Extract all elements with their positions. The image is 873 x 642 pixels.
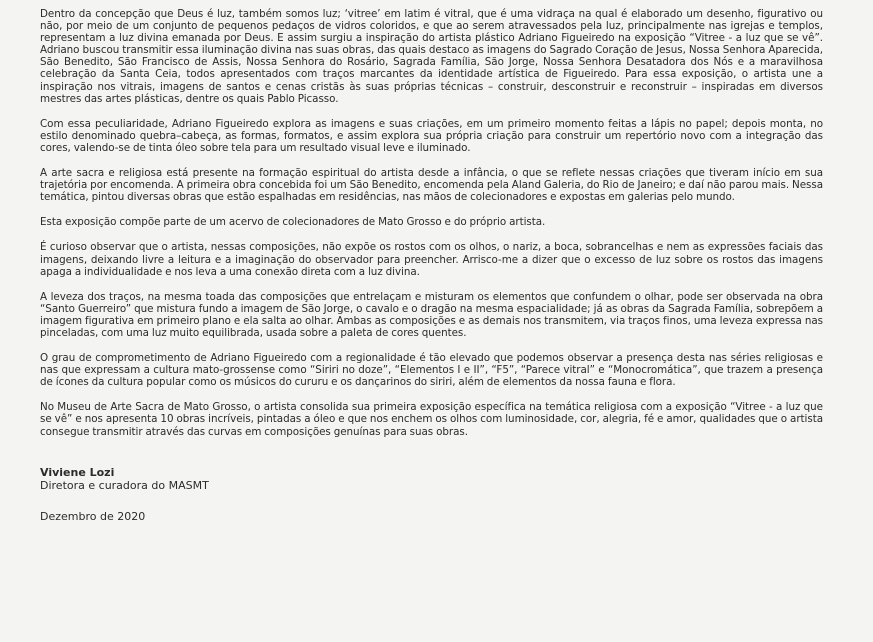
- author-name: Viviene Lozi: [40, 465, 115, 479]
- paragraph-1: Dentro da concepção que Deus é luz, também somos luz; ‘vitree’ em latim é vitral, que é uma vidraça na qual é elaborado um desenho, figurativo ou não, por meio de um conjunto de pequenos pedaços de vidros coloridos, e que ao serem atravessados pela luz, principalmente nas igrejas e templos, representam a luz divina emanada por Deus. E assim surgiu a inspiração do artista plástico Adriano Figueiredo na exposição “Vitree - a luz que se vê”. Adriano buscou transmitir essa iluminação divina nas suas obras, das quais destaco as imagens do Sagrado Coração de Jesus, Nossa Senhora Aparecida, São Benedito, São Francisco de Assis, Nossa Senhora do Rosário, Sagrada Família, São Jorge, Nossa Senhora Desatadora dos Nós e a maravilhosa celebração da Santa Ceia, todos apresentados com traços marcantes da identidade artística de Figueiredo. Para essa exposição, o artista une a inspiração nos vitrais, imagens de santos e cenas cristãs às suas próprias técnicas – construir, desconstruir e reconstruir – inspiradas em diversos mestres das artes plásticas, dentre os quais Pablo Picasso.: [40, 8, 823, 105]
- author-role: Diretora e curadora do MASMT: [40, 479, 209, 493]
- paragraph-8: No Museu de Arte Sacra de Mato Grosso, o artista consolida sua primeira exposição específica na temática religiosa com a exposição “Vitree - a luz que se vê” e nos apresenta 10 obras incríveis, pintadas a óleo e que nos enchem os olhos com luminosidade, cor, alegria, fé e amor, qualidades que o artista consegue transmitir através das curvas em composições genuínas para suas obras.: [40, 401, 823, 438]
- paragraph-6: A leveza dos traços, na mesma toada das composições que entrelaçam e misturam os elementos que confundem o olhar, pode ser observada na obra “Santo Guerreiro” que mistura fundo a imagem de São Jorge, o cavalo e o dragão na mesma espacialidade; já as obras da Sagrada Família, sobrepõem a imagem figurativa em primeiro plano e ela salta ao olhar. Ambas as composições e as demais nos transmitem, via traços finos, uma leveza expressa nas pinceladas, com uma luz muito equilibrada, usada sobre a paleta de cores quentes.: [40, 290, 823, 339]
- paragraph-5: É curioso observar que o artista, nessas composições, não expõe os rostos com os olhos, o nariz, a boca, sobrancelhas e nem as expressões faciais das imagens, deixando livre a leitura e a imaginação do observador para preencher. Arrisco-me a dizer que o excesso de luz sobre os rostos das imagens apaga a individualidade e nos leva a uma conexão direta com a luz divina.: [40, 241, 823, 278]
- paragraph-7: O grau de comprometimento de Adriano Figueiredo com a regionalidade é tão elevado que podemos observar a presença desta nas séries religiosas e nas que expressam a cultura mato-grossense como “Siriri no doze”, “Elementos I e II”, “F5”, “Parece vitral” e “Monocromática”, que trazem a presença de ícones da cultura popular como os músicos do cururu e os dançarinos do siriri, além de elementos da nossa fauna e flora.: [40, 352, 823, 389]
- paragraph-2: Com essa peculiaridade, Adriano Figueiredo explora as imagens e suas criações, em um primeiro momento feitas a lápis no papel; depois monta, no estilo denominado quebra–cabeça, as formas, formatos, e assim explora sua própria criação para construir um repertório novo com a integração das cores, valendo-se de tinta óleo sobre tela para um resultado visual leve e iluminado.: [40, 117, 823, 154]
- text-body: [40, 8, 823, 438]
- document-date: Dezembro de 2020: [40, 509, 146, 523]
- paragraph-3: A arte sacra e religiosa está presente na formação espiritual do artista desde a infância, o que se reflete nessas criações que tiveram início em sua trajetória por encomenda. A primeira obra concebida foi um São Benedito, encomenda pela Aland Galeria, do Rio de Janeiro; e daí não parou mais. Nessa temática, pintou diversas obras que estão espalhadas em residências, nas mãos de colecionadores e expostas em galerias pelo mundo.: [40, 167, 823, 204]
- signature-block: [40, 466, 823, 524]
- paragraph-4: Esta exposição compõe parte de um acervo de colecionadores de Mato Grosso e do próprio artista.: [40, 216, 546, 229]
